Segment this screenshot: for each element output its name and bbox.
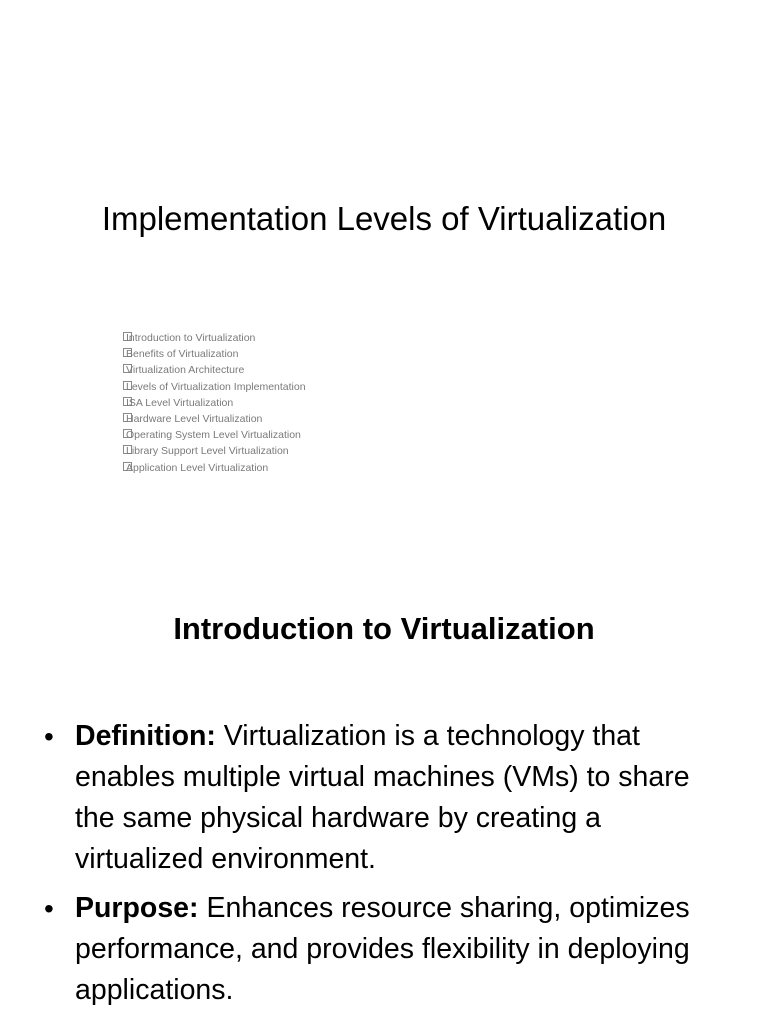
section-heading: Introduction to Virtualization bbox=[173, 611, 595, 646]
bullet-item-purpose bbox=[44, 888, 724, 1011]
bullet-item-definition bbox=[44, 716, 724, 880]
toc-item: Operating System Level Virtualization bbox=[123, 427, 306, 443]
toc-item: Virtualization Architecture bbox=[123, 362, 306, 378]
bullet-text: Enhances resource sharing, optimizes performance, and provides flexibility in deploying applications. bbox=[75, 892, 690, 1006]
slide-title: Implementation Levels of Virtualization bbox=[101, 200, 667, 237]
toc-item: ISA Level Virtualization bbox=[123, 395, 306, 411]
bullet-text: Virtualization is a technology that enables multiple virtual machines (VMs) to share the same physical hardware by creating a virtualized environment. bbox=[75, 720, 690, 875]
toc-item: Library Support Level Virtualization bbox=[123, 443, 306, 459]
table-of-contents bbox=[123, 330, 306, 476]
toc-item: Application Level Virtualization bbox=[123, 460, 306, 476]
bullet-label: Definition: bbox=[75, 720, 216, 752]
bullet-label: Purpose: bbox=[75, 892, 199, 924]
bullet-list bbox=[44, 716, 724, 1019]
toc-item: Benefits of Virtualization bbox=[123, 346, 306, 362]
bullet-dot-icon: • bbox=[44, 721, 54, 752]
toc-item: Levels of Virtualization Implementation bbox=[123, 379, 306, 395]
bullet-dot-icon: • bbox=[44, 893, 54, 924]
toc-item: Introduction to Virtualization bbox=[123, 330, 306, 346]
toc-item: Hardware Level Virtualization bbox=[123, 411, 306, 427]
